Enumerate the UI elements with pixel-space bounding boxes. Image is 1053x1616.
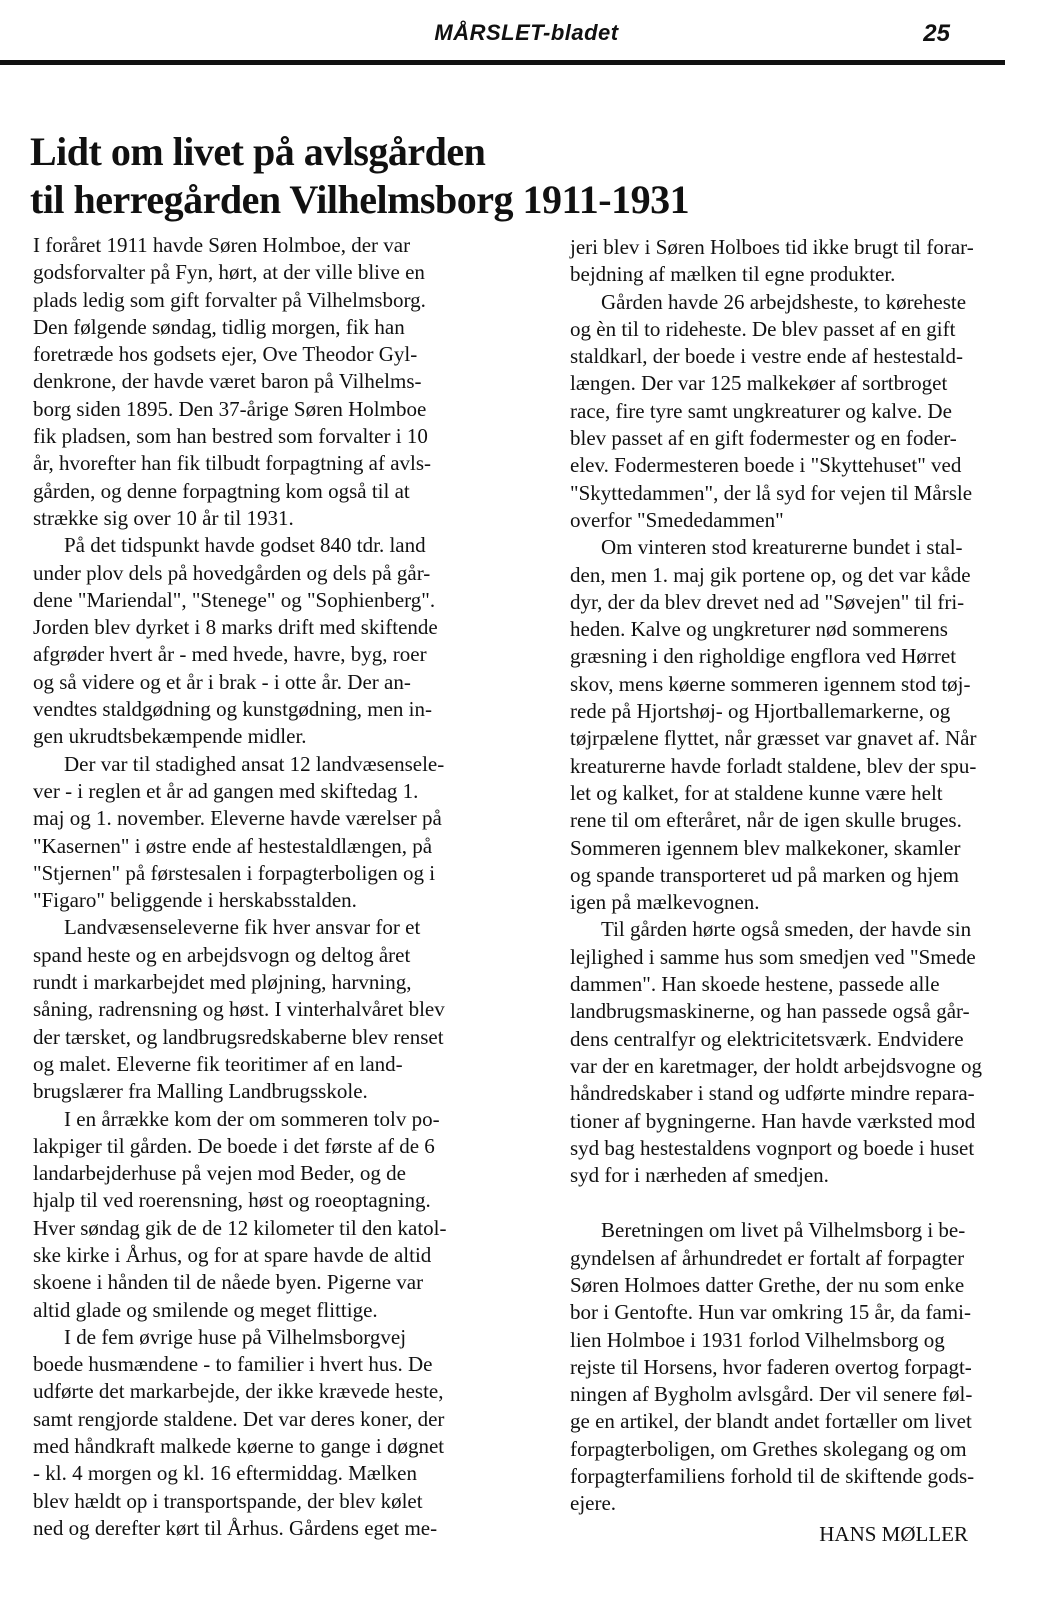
text-line: altid glade og smilende og meget flittige. (33, 1297, 378, 1322)
right-column-body (570, 234, 1040, 1189)
text-line: ske kirke i Århus, og for at spare havde de altid (33, 1242, 432, 1267)
article-title (30, 128, 689, 224)
left-column (33, 232, 513, 1542)
text-line: hjalp til ved roerensning, høst og roeoptagning. (33, 1188, 431, 1213)
text-line: og malet. Eleverne fik teoritimer af en land- (33, 1051, 403, 1076)
text-line: - kl. 4 morgen og kl. 16 eftermiddag. Mælken (33, 1461, 417, 1486)
text-line: landbrugsmaskinerne, og han passede også går- (570, 999, 970, 1024)
text-line: staldkarl, der boede i vestre ende af hestestald- (570, 344, 964, 369)
text-line: dammen". Han skoede hestene, passede alle (570, 972, 940, 997)
text-line: ejere. (570, 1491, 617, 1516)
text-line: og èn til to rideheste. De blev passet af en gift (570, 316, 956, 341)
text-line: var der en karetmager, der holdt arbejdsvogne og (570, 1053, 982, 1078)
page-header (0, 14, 1010, 54)
text-line: ningen af Bygholm avlsgård. Der vil senere føl- (570, 1382, 973, 1407)
text-line: dene "Mariendal", "Stenege" og "Sophienberg". (33, 587, 436, 612)
text-line: syd for i nærheden af smedjen. (570, 1163, 829, 1188)
title-line-2: til herregården Vilhelmsborg 1911-1931 (30, 177, 690, 222)
text-line: forpagterboligen, om Grethes skolegang og om (570, 1436, 967, 1461)
text-line: længen. Der var 125 malkekøer af sortbroget (570, 371, 948, 396)
text-line: gården, og denne forpagtning kom også til at (33, 478, 410, 503)
text-line: vendtes staldgødning og kunstgødning, men in- (33, 697, 432, 722)
text-line: med håndkraft malkede køerne to gange i døgnet (33, 1434, 445, 1459)
text-line: forpagterfamiliens forhold til de skiftende gods- (570, 1464, 975, 1489)
text-line: "Skyttedammen", der lå syd for vejen til Mårsle (570, 480, 973, 505)
text-line: afgrøder hvert år - med hvede, havre, byg, roer (33, 642, 427, 667)
text-line: Søren Holmoes datter Grethe, der nu som enke (570, 1272, 965, 1297)
text-line: gyndelsen af århundredet er fortalt af forpagter (570, 1245, 965, 1270)
text-line: bejdning af mælken til egne produkter. (570, 262, 896, 287)
text-line: "Figaro" beliggende i herskabsstalden. (33, 888, 357, 913)
text-line: godsforvalter på Fyn, hørt, at der ville blive en (33, 260, 425, 285)
text-line: tioner af bygningerne. Han havde værksted mod (570, 1108, 976, 1133)
text-line: og så videre og et år i brak - i otte år. Der an- (33, 669, 411, 694)
text-line: samt rengjorde staldene. Det var deres koner, der (33, 1406, 445, 1431)
text-line: spand heste og en arbejdsvogn og deltog året (33, 942, 411, 967)
text-line: plads ledig som gift forvalter på Vilhelmsborg. (33, 287, 426, 312)
text-line: Til gården hørte også smeden, der havde sin (601, 917, 972, 942)
text-line: lejlighed i samme hus som smedjen ved "Smede (570, 944, 976, 969)
text-line: syd bag hestestaldens vognport og boede i huset (570, 1135, 975, 1160)
text-line: Den følgende søndag, tidlig morgen, fik han (33, 314, 405, 339)
text-line: I en årrække kom der om sommeren tolv po- (64, 1106, 440, 1131)
section-gap (570, 1189, 1040, 1217)
text-line: bor i Gentofte. Hun var omkring 15 år, da fami- (570, 1300, 971, 1325)
text-line: Landvæsenseleverne fik hver ansvar for et (64, 915, 421, 940)
header-rule (0, 60, 1005, 65)
text-line: ned og derefter kørt til Århus. Gårdens eget me- (33, 1515, 438, 1540)
text-line: maj og 1. november. Eleverne havde værelser på (33, 806, 442, 831)
publication-name: MÅRSLET-bladet (434, 20, 619, 45)
text-line: Der var til stadighed ansat 12 landvæsensele- (64, 751, 445, 776)
text-line: rene til om efteråret, når de igen skulle bruges. (570, 808, 962, 833)
text-line: år, hvorefter han fik tilbudt forpagtning af avls- (33, 451, 432, 476)
text-line: udførte det markarbejde, der ikke krævede heste, (33, 1379, 444, 1404)
text-line: Sommeren igennem blev malkekoner, skamler (570, 835, 961, 860)
text-line: rundt i markarbejdet med pløjning, harvning, (33, 970, 412, 995)
text-line: Jorden blev dyrket i 8 marks drift med skiftende (33, 615, 438, 640)
text-line: dyr, der da blev drevet ned ad "Søvejen" til fri- (570, 589, 965, 614)
text-line: landarbejderhuse på vejen mod Beder, og de (33, 1161, 406, 1186)
text-line: denkrone, der havde været baron på Vilhelms- (33, 369, 422, 394)
text-line: overfor "Smededammen" (570, 507, 784, 532)
text-line: dens centralfyr og elektricitetsværk. Endvidere (570, 1026, 964, 1051)
text-line: foretræde hos godsets ejer, Ove Theodor Gyl- (33, 342, 418, 367)
text-line: elev. Fodermesteren boede i "Skyttehuset" ved (570, 453, 962, 478)
right-column (570, 234, 1040, 1548)
text-line: boede husmændene - to familier i hvert hus. De (33, 1352, 433, 1377)
text-line: race, fire tyre samt ungkreaturer og kalve. De (570, 398, 952, 423)
title-line-1: Lidt om livet på avlsgården (30, 129, 486, 174)
afterword (570, 1217, 1040, 1517)
text-line: og spande transporteret ud på marken og hjem (570, 862, 959, 887)
text-line: Hver søndag gik de de 12 kilometer til den katol- (33, 1215, 447, 1240)
text-line: lien Holmboe i 1931 forlod Vilhelmsborg og (570, 1327, 945, 1352)
text-line: Om vinteren stod kreaturerne bundet i stal- (601, 535, 963, 560)
text-line: På det tidspunkt havde godset 840 tdr. land (64, 533, 426, 558)
text-line: blev hældt op i transportspande, der blev kølet (33, 1488, 423, 1513)
text-line: under plov dels på hovedgården og dels på går- (33, 560, 431, 585)
text-line: igen på mælkevognen. (570, 890, 760, 915)
text-line: der tærsket, og landbrugsredskaberne blev renset (33, 1024, 444, 1049)
text-line: brugslærer fra Malling Landbrugsskole. (33, 1079, 368, 1104)
author-signature: HANS MØLLER (819, 1521, 968, 1546)
text-line: såning, radrensning og høst. I vinterhalvåret blev (33, 997, 445, 1022)
text-line: ver - i reglen et år ad gangen med skiftedag 1. (33, 778, 419, 803)
text-line: lakpiger til gården. De boede i det første af de 6 (33, 1133, 435, 1158)
text-line: I de fem øvrige huse på Vilhelmsborgvej (64, 1324, 407, 1349)
text-line: rejste til Horsens, hvor faderen overtog forpagt- (570, 1354, 972, 1379)
text-line: ge en artikel, der blandt andet fortæller om livet (570, 1409, 972, 1434)
text-line: borg siden 1895. Den 37-årige Søren Holmboe (33, 396, 427, 421)
text-line: håndredskaber i stand og udførte mindre repara- (570, 1081, 975, 1106)
page-number: 25 (923, 20, 950, 47)
text-line: skoene i hånden til de nåede byen. Pigerne var (33, 1270, 424, 1295)
text-line: fik pladsen, som han bestred som forvalter i 10 (33, 424, 428, 449)
text-line: "Stjernen" på førstesalen i forpagterboligen og i (33, 860, 436, 885)
text-line: skov, mens køerne sommeren igennem stod tøj- (570, 671, 971, 696)
text-line: Gården havde 26 arbejdsheste, to køreheste (601, 289, 967, 314)
text-line: tøjrpælene flyttet, når græsset var gnavet af. Når (570, 726, 977, 751)
text-line: rede på Hjortshøj- og Hjortballemarkerne, og (570, 699, 951, 724)
text-line: Beretningen om livet på Vilhelmsborg i be- (601, 1218, 966, 1243)
text-line: græsning i den righoldige engflora ved Hørret (570, 644, 957, 669)
text-line: let og kalket, for at staldene kunne være helt (570, 780, 943, 805)
text-line: heden. Kalve og ungkreturer nød sommerens (570, 617, 948, 642)
text-line: jeri blev i Søren Holboes tid ikke brugt til forar- (570, 235, 974, 259)
text-line: strække sig over 10 år til 1931. (33, 505, 294, 530)
text-line: "Kasernen" i østre ende af hestestaldlængen, på (33, 833, 433, 858)
text-line: I foråret 1911 havde Søren Holmboe, der var (33, 233, 411, 257)
text-line: blev passet af en gift fodermester og en foder- (570, 426, 957, 451)
text-line: gen ukrudtsbekæmpende midler. (33, 724, 307, 749)
text-line: kreaturerne havde forladt staldene, blev der spu- (570, 753, 977, 778)
text-line: den, men 1. maj gik portene op, og det var kåde (570, 562, 971, 587)
